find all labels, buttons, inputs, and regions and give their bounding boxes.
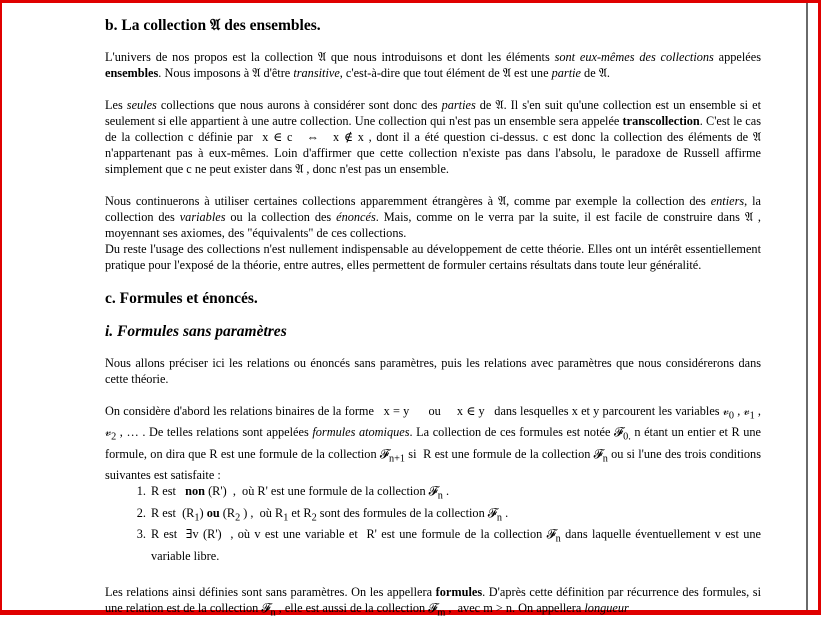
section-c-paragraph-1: Nous allons préciser ici les relations ou énoncés sans paramètres, puis les relations avec paramètres que nous considérerons dans cette théorie. [105, 356, 761, 386]
condition-item: 2. R est $(R_1)$ ou ($R_2$ ) , où $R_1$ et $R_2$ sont des formules de la collection 𝓕$_n$ . [149, 505, 761, 526]
section-c-heading: c. Formules et énoncés. [105, 290, 258, 307]
condition-item: 1. R est non (R') , où R' est une formule de la collection 𝓕$_n$ . [149, 483, 761, 504]
document-page [105, 8, 761, 637]
section-c-paragraph-2: On considère d'abord les relations binaires de la forme x = y ou x ∈ y dans lesquelles x et y parcourent les variables 𝓋$_0$ , 𝓋$_1$ , 𝓋$_2$ , … . De telles relations sont appelées formules atomiques. La collection de ces formules est notée 𝓕$_{0.}$ n étant un entier et R une formule, on dira que R est une formule de la collection 𝓕$_{n+1}$ si R est une formule de la collection 𝓕$_n$ ou si l'une des trois conditions suivantes est satisfaite : [105, 404, 761, 483]
condition-item: 3. R est ∃v (R') , où v est une variable et R' est une formule de la collection 𝓕$_n$ dans laquelle éventuellement v est une variable libre. [149, 526, 761, 563]
section-b-paragraph-3: Nous continuerons à utiliser certaines collections apparemment étrangères à 𝔄, comme par exemple la collection des entiers, la collection des variables ou la collection des énoncés. Mais, comme on le verra par la suite, il est facile de construire dans 𝔄 , moyennant ses axiomes, des "équivalents" de ces collections. [105, 194, 761, 240]
section-b-heading: b. La collection 𝔄 des ensembles. [105, 17, 321, 34]
window-frame-top [0, 0, 821, 3]
section-b-paragraph-2: Les seules collections que nous aurons à considérer sont donc des parties de 𝔄. Il s'en suit qu'une collection est un ensemble si et seulement si elle appartient à une autre collection. Une collection qui n'est pas un ensemble sera appelée transcollection. C'est le cas de la collection c définie par x ∈ c ⇔ x ∉ x , dont il a été question ci-dessus. c est donc la collection des éléments de 𝔄 n'appartenant pas à eux-mêmes. Loin d'affirmer que cette collection n'existe pas dans l'absolu, le paradoxe de Russell affirme simplement que c ne peut exister dans 𝔄 , donc n'est pas un ensemble. [105, 98, 761, 176]
page-edge-rule [806, 3, 808, 610]
section-c-paragraph-3: Les relations ainsi définies sont sans paramètres. On les appellera formules. D'après cette définition par récurrence des formules, si une relation est de la collection 𝓕$_n$ , elle est aussi de la collection 𝓕$_m$ , avec m > n. On appellera longueur [105, 584, 761, 619]
subsection-i-heading: i. Formules sans paramètres [105, 323, 287, 340]
window-frame-left [0, 0, 2, 615]
section-b-paragraph-1: L'univers de nos propos est la collection 𝔄 que nous introduisons et dont les éléments sont eux-mêmes des collections appelées ensembles. Nous imposons à 𝔄 d'être transitive, c'est-à-dire que tout élément de 𝔄 est une partie de 𝔄. [105, 50, 761, 80]
section-b-paragraph-4: Du reste l'usage des collections n'est nullement indispensable au développement de cette théorie. Elles ont un intérêt essentiellement pratique pour l'exposé de la théorie, entre autres, elles permettent de formuler certains résultats dans toute leur généralité. [105, 242, 761, 272]
conditions-list [105, 483, 761, 563]
